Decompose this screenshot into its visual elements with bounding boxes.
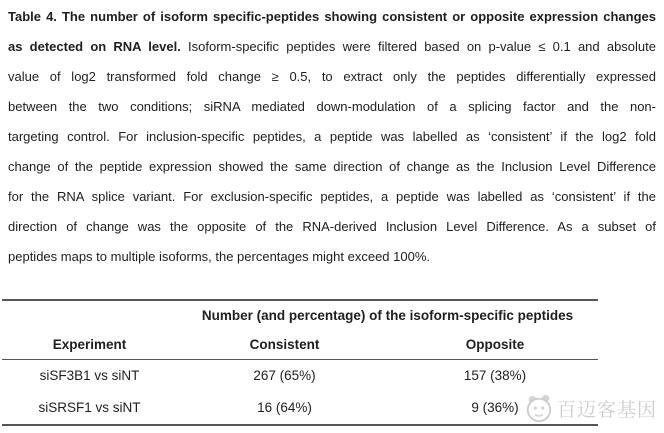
cell-consistent: 16 (64%) [257, 400, 312, 415]
caption-text-segment: between the two conditions; siRNA mediated down-modulation of a splicing factor and the non- [8, 99, 656, 114]
table-header-row [2, 329, 598, 360]
header-cell-opposite: Opposite [465, 336, 525, 352]
caption-text-segment: Isoform-specific peptides were filtered based on p-value ≤ 0.1 and absolute [180, 39, 656, 54]
caption-bold-segment: as detected on RNA level. [8, 39, 181, 54]
panda-logo-icon [524, 392, 554, 424]
cell-consistent: 267 (65%) [253, 368, 316, 383]
header-cell-consistent: Consistent [249, 336, 320, 352]
caption-line [8, 212, 656, 242]
caption-line [8, 62, 656, 92]
table-span-header: Number (and percentage) of the isoform-specific peptides [201, 307, 574, 323]
results-table [2, 299, 598, 426]
caption-text-segment: peptides maps to multiple isoforms, the percentages might exceed 100%. [8, 249, 431, 264]
caption-line [8, 32, 656, 62]
caption-text-segment: for the RNA splice variant. For exclusion-specific peptides, a peptide was labelled as ‘consistent’ if the [8, 189, 656, 204]
caption-bold-segment: Table 4. The number of isoform specific-peptides showing consistent or opposite expression changes [8, 9, 656, 24]
cell-experiment: siSF3B1 vs siNT [39, 368, 140, 383]
caption-line [8, 92, 656, 122]
caption-text-segment: targeting control. For inclusion-specific peptides, a peptide was labelled as ‘consistent’ if the log2 fold [8, 129, 656, 144]
cell-opposite: 9 (36%) [471, 400, 519, 415]
table-caption [8, 2, 656, 272]
table-row [2, 360, 598, 391]
cell-experiment: siSRSF1 vs siNT [38, 400, 141, 415]
caption-line [8, 122, 656, 152]
table-row [2, 391, 598, 424]
caption-line [8, 182, 656, 212]
caption-text-segment: change of the peptide expression showed the same direction of change as the Inclusion Level Difference [8, 159, 656, 174]
caption-text-segment: value of log2 transformed fold change ≥ 0.5, to extract only the peptides differentially expressed [8, 69, 656, 84]
caption-line [8, 152, 656, 182]
caption-text-segment: direction of change was the opposite of the RNA-derived Inclusion Level Difference. As a subset of [8, 219, 656, 234]
watermark [524, 391, 657, 425]
header-cell-experiment: Experiment [52, 336, 127, 352]
caption-line [8, 2, 656, 32]
cell-opposite: 157 (38%) [463, 368, 527, 383]
watermark-text: 百迈客基因 [557, 399, 658, 421]
caption-line [8, 242, 656, 272]
table-span-row [2, 301, 598, 329]
